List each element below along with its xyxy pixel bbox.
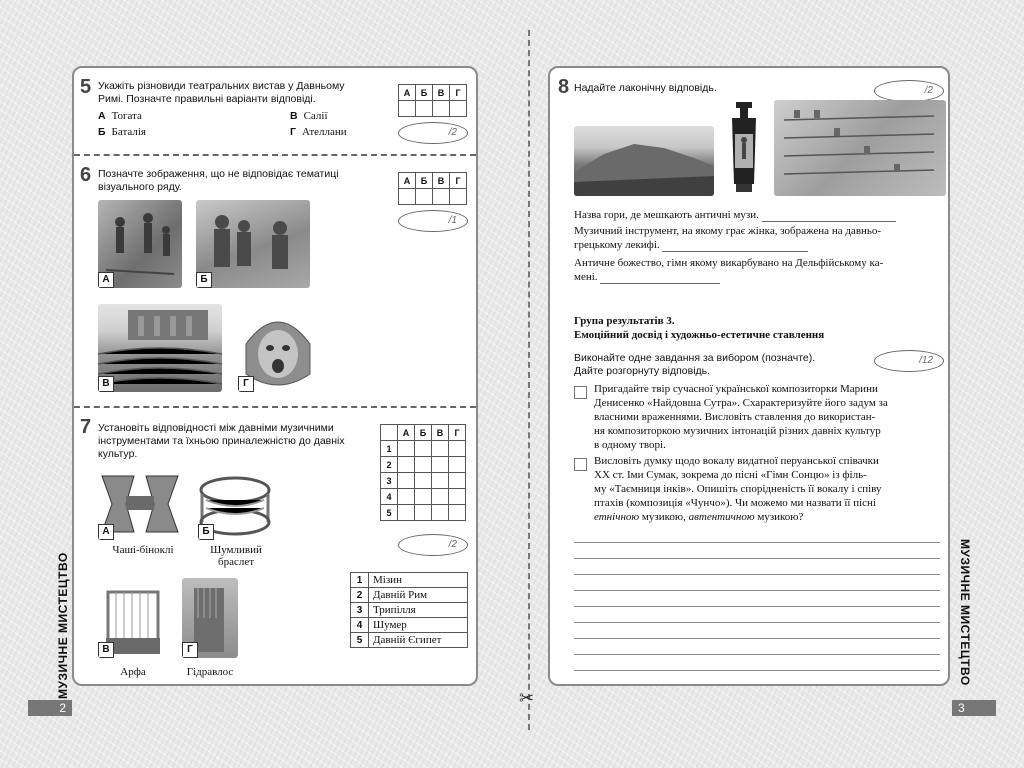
emphasis-authentic: автентичною	[688, 511, 755, 523]
caption-harp: Арфа	[120, 666, 146, 678]
grid-row-header: 2	[381, 457, 398, 473]
culture-number: 5	[351, 633, 369, 648]
divider	[74, 406, 476, 408]
task5-option-b	[98, 126, 146, 138]
right-side-label: МУЗИЧНЕ МИСТЕЦТВО	[958, 539, 972, 686]
task6-score: /1	[398, 210, 468, 232]
group-title-line1: Група результатів 3.	[574, 315, 675, 327]
grid-row-header: 3	[381, 473, 398, 489]
emphasis-ethnic: етнічною	[594, 511, 640, 523]
option2-line: ХХ ст. Іми Сумак, зокрема до пісні «Гімн Сонцю» із філь-	[594, 469, 867, 481]
option1-text	[594, 382, 948, 452]
answer-line[interactable]	[574, 558, 940, 559]
left-page-number-text: 2	[59, 701, 66, 715]
answer-line[interactable]	[574, 590, 940, 591]
grid-header: Б	[416, 85, 433, 101]
caption-bracelet: Шумливий браслет	[210, 544, 262, 568]
answer-cell[interactable]	[398, 441, 415, 457]
group-title-line2: Емоційний досвід і художньо-естетичне ставлення	[574, 329, 825, 341]
grid-header: Г	[450, 85, 467, 101]
answer-field-1[interactable]	[762, 221, 896, 222]
answer-line[interactable]	[574, 654, 940, 655]
task8-q1	[574, 208, 944, 222]
culture-number: 2	[351, 588, 369, 603]
answer-cell[interactable]	[432, 473, 449, 489]
task8-q3	[574, 256, 946, 284]
option2-mid: музикою,	[639, 511, 689, 523]
task8-q2-line2: грецькому лекифі.	[574, 239, 660, 251]
task8-q3-line2: мені.	[574, 271, 598, 283]
right-panel	[548, 66, 950, 686]
option-letter: В	[290, 110, 298, 122]
option-text: Ателлани	[301, 126, 347, 138]
task7-number: 7	[80, 416, 92, 438]
image-mask	[238, 304, 318, 392]
option1-checkbox[interactable]	[574, 386, 587, 399]
divider	[74, 154, 476, 156]
answer-cell[interactable]	[398, 505, 415, 521]
option-letter: Б	[98, 126, 106, 138]
task5-question: Укажіть різновиди театральних вистав у Давньому Римі. Позначте правильні варіанти відповіді.	[98, 80, 345, 105]
task8-q3-line1: Античне божество, гімн якому викарбувано на Дельфійському ка-	[574, 257, 884, 269]
group-instructions	[574, 352, 815, 378]
image-harp	[98, 578, 168, 658]
answer-cell[interactable]	[399, 101, 416, 117]
task8-score: /2	[874, 80, 944, 102]
culture-number: 1	[351, 573, 369, 588]
grid-row-header: 1	[381, 441, 398, 457]
answer-cell[interactable]	[398, 489, 415, 505]
answer-line[interactable]	[574, 542, 940, 543]
task8-q2-line1: Музичний інструмент, на якому грає жінка, зображена на давньо-	[574, 225, 882, 237]
grid-header: Б	[415, 425, 432, 441]
fold-line	[528, 30, 530, 730]
culture-name: Давній Єгипет	[369, 633, 468, 648]
scissors-icon: ✂	[519, 688, 535, 708]
image-bracelet	[198, 470, 272, 540]
option2-text	[594, 454, 948, 524]
image-label: В	[98, 376, 114, 392]
answer-cell[interactable]	[432, 441, 449, 457]
right-page-number	[952, 700, 996, 716]
answer-line[interactable]	[574, 574, 940, 575]
option1-line: Денисенко «Найдовша Сутра». Схарактеризуйте його задум за	[594, 397, 888, 409]
culture-number: 3	[351, 603, 369, 618]
task6-answer-grid	[398, 172, 467, 205]
image-mountain	[574, 126, 714, 196]
answer-cell[interactable]	[449, 441, 466, 457]
image-label: В	[98, 642, 114, 658]
task6-question: Позначте зображення, що не відповідає тематиці візуального ряду.	[98, 168, 339, 193]
image-label: Б	[196, 272, 212, 288]
image-dancers	[98, 200, 182, 288]
option-text: Тогата	[111, 110, 142, 122]
task7-answer-grid	[380, 424, 466, 521]
grid-header: В	[432, 425, 449, 441]
group-instr-line2: Дайте розгорнуту відповідь.	[574, 365, 711, 377]
task6-number: 6	[80, 164, 92, 186]
option-text: Салії	[303, 110, 328, 122]
answer-cell[interactable]	[399, 189, 416, 205]
grid-row-header: 5	[381, 505, 398, 521]
answer-cell[interactable]	[449, 473, 466, 489]
image-hydraulis	[182, 578, 238, 658]
option2-last-line	[594, 510, 948, 524]
culture-name: Трипілля	[369, 603, 468, 618]
answer-cell[interactable]	[449, 489, 466, 505]
culture-name: Давній Рим	[369, 588, 468, 603]
answer-field-3[interactable]	[600, 283, 720, 284]
option1-line: ня композиторкою музичних інтонацій різних давніх культур	[594, 425, 881, 437]
grid-header: А	[398, 425, 415, 441]
answer-cell[interactable]	[432, 505, 449, 521]
option1-line: Пригадайте твір сучасної української композиторки Марини	[594, 383, 878, 395]
culture-name: Шумер	[369, 618, 468, 633]
answer-cell[interactable]	[432, 489, 449, 505]
stone-inscription-illustration	[774, 100, 946, 196]
answer-cell[interactable]	[449, 505, 466, 521]
option1-line: в одному творі.	[594, 439, 666, 451]
task5-option-a	[98, 110, 142, 122]
answer-cell[interactable]	[449, 457, 466, 473]
image-amphitheatre	[98, 304, 222, 392]
left-side-label: МУЗИЧНЕ МИСТЕЦТВО	[56, 552, 70, 699]
grid-header: А	[399, 173, 416, 189]
image-label: Б	[198, 524, 214, 540]
grid-header: А	[399, 85, 416, 101]
image-label: А	[98, 524, 114, 540]
right-page-number-text: 3	[958, 701, 965, 715]
option-letter: А	[98, 110, 106, 122]
task5-option-g	[290, 126, 347, 138]
image-binocular-bowls	[98, 470, 182, 540]
option1-line: власними враженнями. Висловіть ставлення до використан-	[594, 411, 876, 423]
grid-header: Б	[416, 173, 433, 189]
option2-line: Висловіть думку щодо вокалу видатної перуанської співачки	[594, 455, 879, 467]
answer-field-2[interactable]	[662, 251, 808, 252]
image-delphic-stone	[774, 100, 946, 196]
option2-checkbox[interactable]	[574, 458, 587, 471]
culture-number: 4	[351, 618, 369, 633]
grid-header: В	[433, 85, 450, 101]
answer-cell[interactable]	[415, 457, 432, 473]
image-label: Г	[182, 642, 198, 658]
answer-cell[interactable]	[415, 441, 432, 457]
grid-corner	[381, 425, 398, 441]
answer-cell[interactable]	[415, 473, 432, 489]
answer-line[interactable]	[574, 622, 940, 623]
option2-end: музикою?	[754, 511, 804, 523]
task5-score: /2	[398, 122, 468, 144]
answer-cell[interactable]	[450, 101, 467, 117]
answer-line[interactable]	[574, 606, 940, 607]
task5-option-v	[290, 110, 328, 122]
image-label: Г	[238, 376, 254, 392]
answer-cell[interactable]	[450, 189, 467, 205]
amphitheatre-illustration	[98, 304, 222, 392]
group-score: /12	[874, 350, 944, 372]
grid-header: В	[433, 173, 450, 189]
image-fresco	[196, 200, 310, 288]
answer-line[interactable]	[574, 638, 940, 639]
lekythos-illustration	[726, 100, 762, 196]
left-panel	[72, 66, 478, 686]
task7-question: Установіть відповідності між давніми музичними інструментами та їхньою приналежністю до давніх культур.	[98, 422, 345, 460]
group-title	[574, 314, 824, 342]
caption-hydraulis: Гідравлос	[186, 666, 234, 678]
task7-score: /2	[398, 534, 468, 556]
answer-cell[interactable]	[432, 457, 449, 473]
answer-line[interactable]	[574, 670, 940, 671]
image-lekythos	[726, 100, 762, 196]
option-letter: Г	[290, 126, 296, 138]
grid-row-header: 4	[381, 489, 398, 505]
answer-cell[interactable]	[415, 489, 432, 505]
answer-cell[interactable]	[416, 189, 433, 205]
option-text: Баталія	[111, 126, 146, 138]
cultures-table	[350, 572, 468, 648]
mountain-illustration	[574, 126, 714, 196]
task5-answer-grid	[398, 84, 467, 117]
task8-question: Надайте лаконічну відповідь.	[574, 82, 717, 94]
answer-cell[interactable]	[416, 101, 433, 117]
task8-number: 8	[558, 76, 570, 98]
answer-cell[interactable]	[433, 189, 450, 205]
option2-line: птахів (композиція «Чунчо»). Чи можемо ми назвати її пісні	[594, 497, 876, 509]
option2-line: му «Таємниця інків». Опишіть спорідненість її вокалу і співу	[594, 483, 882, 495]
answer-cell[interactable]	[398, 457, 415, 473]
task8-q1-text: Назва гори, де мешкають античні музи.	[574, 209, 759, 221]
image-label: А	[98, 272, 114, 288]
answer-cell[interactable]	[398, 473, 415, 489]
left-page-number	[28, 700, 72, 716]
answer-cell[interactable]	[415, 505, 432, 521]
task8-q2	[574, 224, 946, 252]
task5-number: 5	[80, 76, 92, 98]
answer-cell[interactable]	[433, 101, 450, 117]
grid-header: Г	[449, 425, 466, 441]
group-instr-line1: Виконайте одне завдання за вибором (позначте).	[574, 352, 816, 364]
grid-header: Г	[450, 173, 467, 189]
fresco-illustration	[196, 200, 310, 288]
caption-binocular-bowls: Чаші-біноклі	[112, 544, 174, 556]
culture-name: Мізин	[369, 573, 468, 588]
